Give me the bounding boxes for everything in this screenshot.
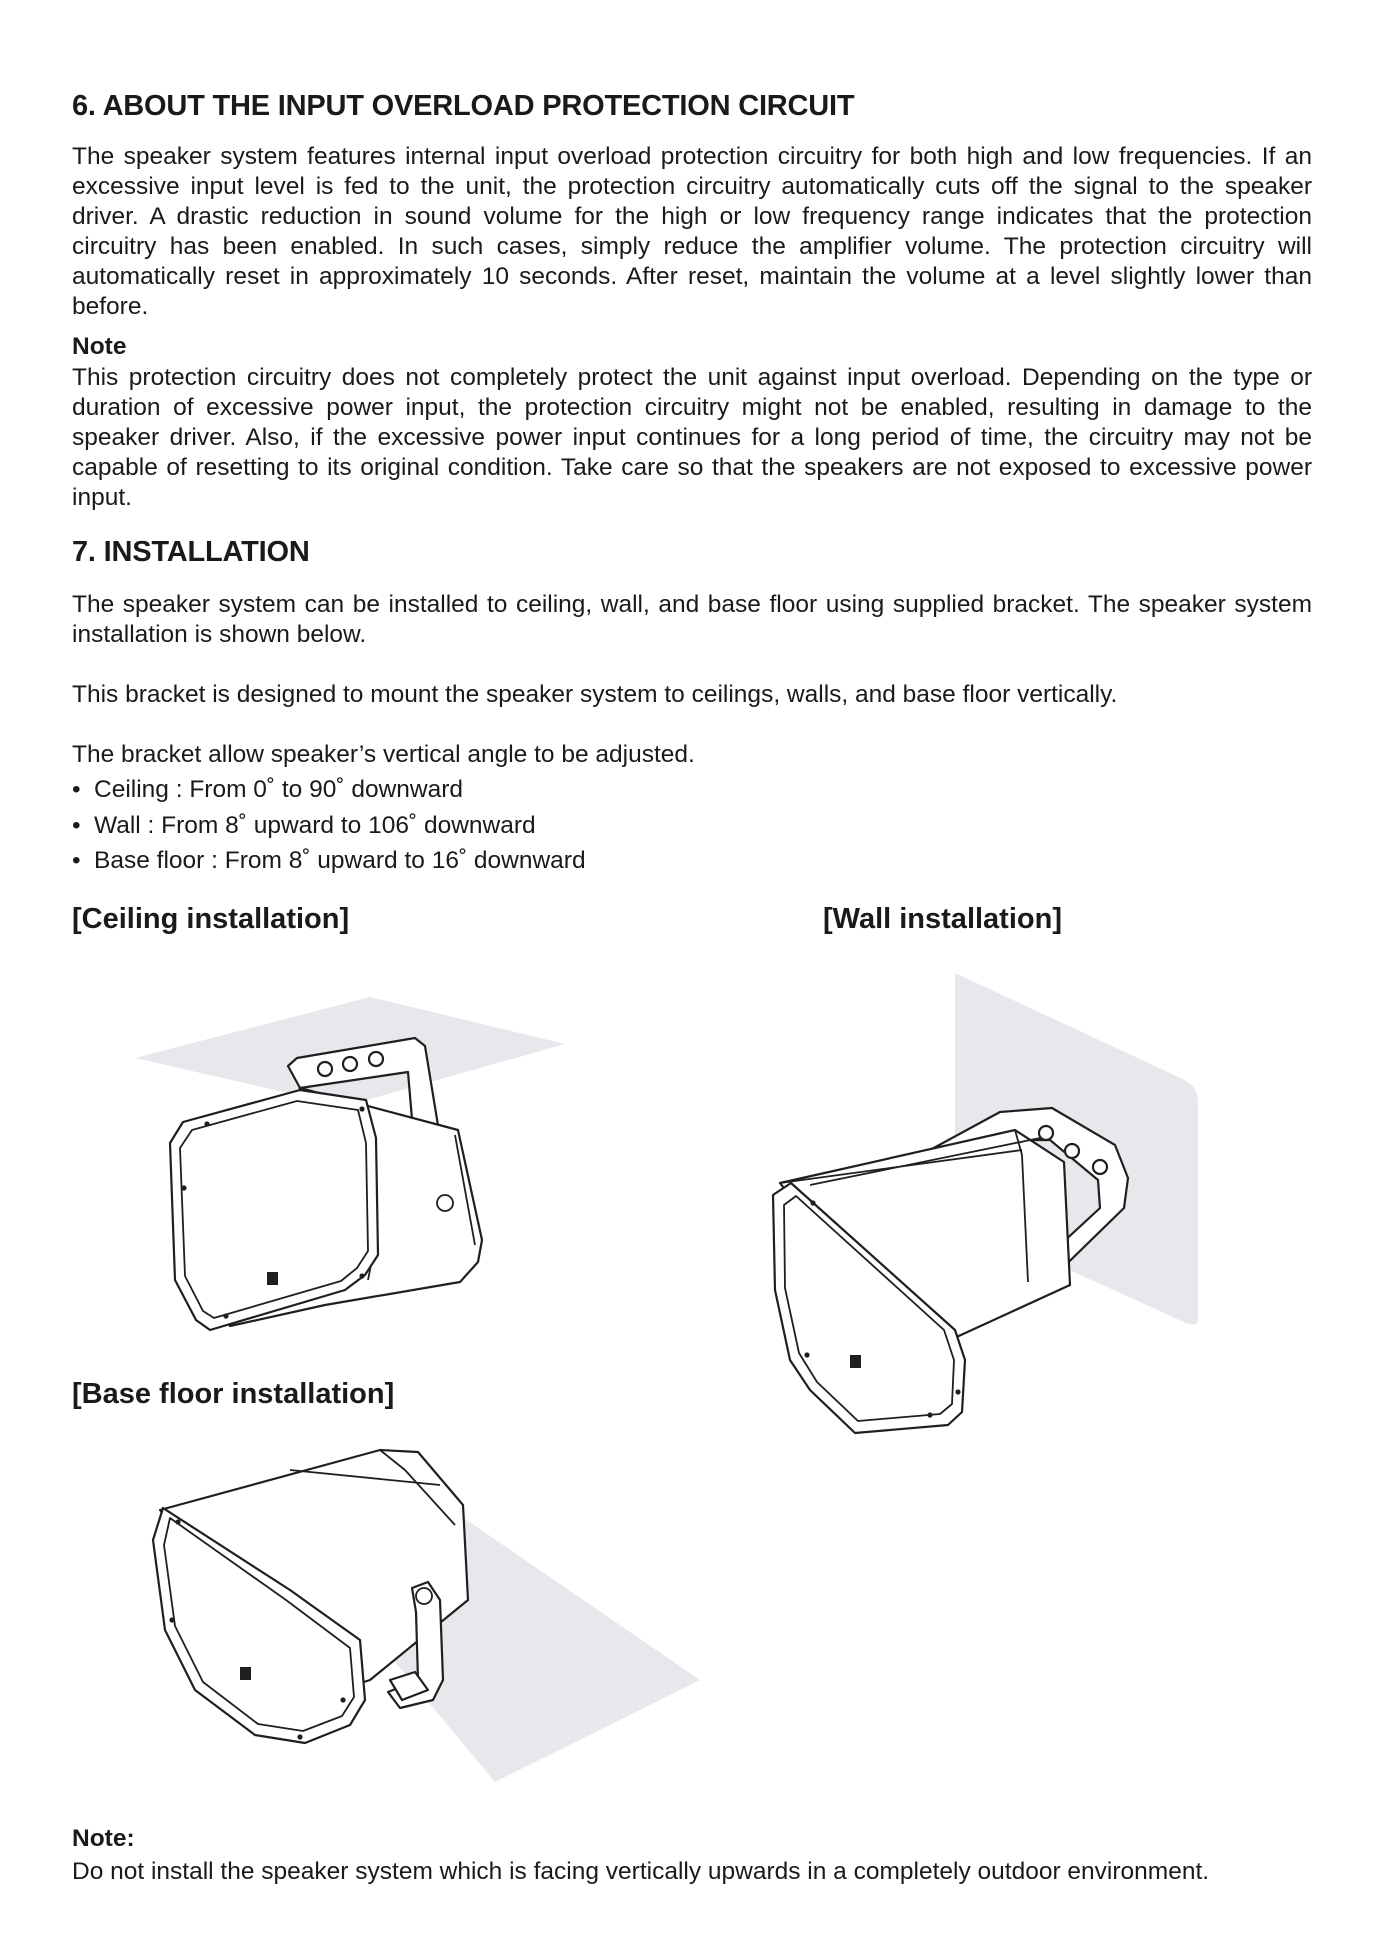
list-item: • Wall : From 8˚ upward to 106˚ downward — [72, 808, 586, 844]
note-label: Note — [72, 333, 127, 360]
list-item: • Ceiling : From 0˚ to 90˚ downward — [72, 772, 586, 808]
list-item: • Base floor : From 8˚ upward to 16˚ downward — [72, 843, 586, 879]
note-text: This protection circuitry does not completely protect the unit against input overload. Depending on the type or duration of excessive power input, the protection circuitry might not be enabled, resulting in damage to the speaker driver. Also, if the excessive power input continues for a long period of time, the circuitry may not be capable of resetting to its original condition. Take care so that the speakers are not exposed to excessive power input. — [72, 364, 1312, 511]
bullet-icon: • — [72, 776, 81, 803]
section-6-heading: 6. ABOUT THE INPUT OVERLOAD PROTECTION CIRCUIT — [72, 90, 855, 122]
angle-list — [72, 772, 586, 879]
installation-note-text: Do not install the speaker system which is facing vertically upwards in a completely outdoor environment. — [72, 1858, 1210, 1885]
section-7-heading: 7. INSTALLATION — [72, 536, 310, 568]
installation-intro: The speaker system can be installed to ceiling, wall, and base floor using supplied bracket. The speaker system installation is shown below. — [72, 591, 1312, 648]
bullet-icon: • — [72, 811, 81, 839]
installation-note-label: Note: — [72, 1825, 135, 1852]
wall-installation-title: [Wall installation] — [823, 903, 1062, 935]
bullet-icon: • — [72, 847, 81, 874]
base-floor-installation-title: [Base floor installation] — [72, 1378, 395, 1410]
angle-intro: The bracket allow speaker’s vertical angle to be adjusted. — [72, 741, 695, 768]
section-6-body: The speaker system features internal input overload protection circuitry for both high and low frequencies. If an excessive input level is fed to the unit, the protection circuitry automatically cuts off the signal to the speaker driver. A drastic reduction in sound volume for the high or low frequency range indicates that the protection circuitry has been enabled. In such cases, simply reduce the amplifier volume. The protection circuitry will automatically reset in approximately 10 seconds. After reset, maintain the volume at a level slightly lower than before. — [72, 143, 1312, 320]
bracket-description: This bracket is designed to mount the speaker system to ceilings, walls, and base floor vertically. — [72, 681, 1118, 708]
ceiling-installation-title: [Ceiling installation] — [72, 903, 350, 935]
